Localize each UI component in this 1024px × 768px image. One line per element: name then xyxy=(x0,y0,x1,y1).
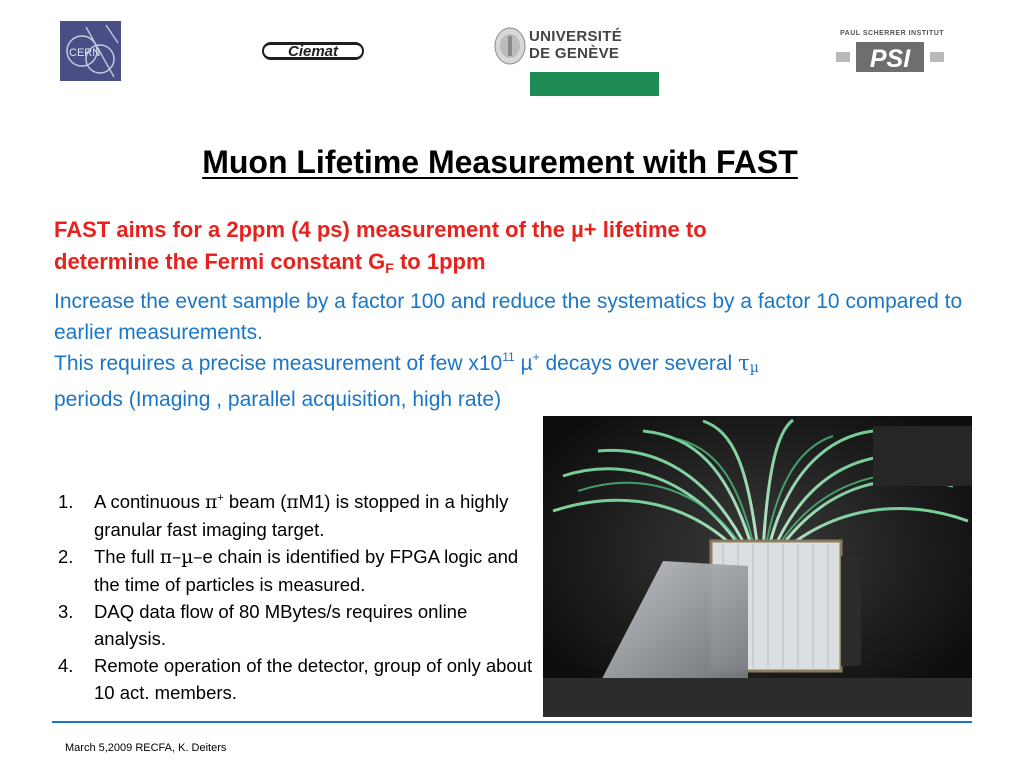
intro-p2-b: µ xyxy=(514,352,533,375)
unige-crest-icon xyxy=(493,26,527,66)
pi-symbol: π xyxy=(205,492,218,513)
psi-logo xyxy=(836,30,944,74)
list-item xyxy=(54,488,534,543)
cern-logo-text: CERN xyxy=(69,47,101,59)
ciemat-logo xyxy=(262,38,364,64)
intro-text xyxy=(54,286,964,415)
list-number: 3. xyxy=(58,601,74,622)
tau-subscript-mu: µ xyxy=(749,360,759,376)
step-1-c: M1) is stopped in a highly granular fast imaging target. xyxy=(94,491,509,540)
slide-title: Muon Lifetime Measurement with FAST xyxy=(202,144,798,180)
decay-chain: π–µ– xyxy=(159,547,203,568)
headline xyxy=(54,214,954,284)
unige-line-2: DE GENÈVE xyxy=(529,45,620,62)
ciemat-logo-text: Ciemat xyxy=(287,43,339,60)
list-number: 4. xyxy=(58,655,74,676)
unige-line-1: UNIVERSITÉ xyxy=(529,28,623,45)
list-number: 2. xyxy=(58,546,74,567)
headline-line-2 xyxy=(54,246,954,284)
step-2-a: The full xyxy=(94,546,160,567)
list-item xyxy=(54,543,534,598)
unige-logo xyxy=(493,24,663,96)
step-1-a: A continuous xyxy=(94,491,206,512)
footer-divider xyxy=(52,721,972,723)
pi-plus: + xyxy=(217,492,224,504)
list-item xyxy=(54,652,534,706)
steps-list xyxy=(54,488,534,706)
step-2-b: e chain is identified by FPGA logic and the time of particles is measured. xyxy=(94,546,519,595)
unige-green-bar xyxy=(530,72,659,96)
psi-mark: PSI xyxy=(869,45,911,73)
step-4-text: Remote operation of the detector, group of only about 10 act. members. xyxy=(94,655,533,703)
pi-symbol-2: π xyxy=(286,492,299,513)
intro-paragraph-2-cont: periods (Imaging , parallel acquisition, high rate) xyxy=(54,388,502,411)
intro-paragraph-2 xyxy=(54,348,964,384)
headline-line-2-suffix: to 1ppm xyxy=(393,249,486,274)
intro-p2-c: decays over several xyxy=(539,352,739,375)
detector-photo xyxy=(543,416,972,717)
list-number: 1. xyxy=(58,491,74,512)
cern-logo xyxy=(60,21,121,81)
list-item xyxy=(54,598,534,652)
headline-subscript: F xyxy=(385,260,394,276)
intro-paragraph-1: Increase the event sample by a factor 100 and reduce the systematics by a factor 10 compared to earlier measurements. xyxy=(54,290,963,344)
intro-p2-plus: + xyxy=(532,350,540,364)
psi-institute-label: PAUL SCHERRER INSTITUT xyxy=(840,30,945,37)
step-1-b: beam ( xyxy=(223,491,287,512)
headline-line-2-prefix: determine the Fermi constant G xyxy=(54,249,386,274)
step-3-text: DAQ data flow of 80 MBytes/s requires online analysis. xyxy=(94,601,468,649)
intro-p2-a: This requires a precise measurement of few x10 xyxy=(54,352,503,375)
footer-text: March 5,2009 RECFA, K. Deiters xyxy=(65,742,227,754)
intro-p2-exponent: 11 xyxy=(502,350,515,364)
unige-name xyxy=(529,28,622,62)
headline-line-1: FAST aims for a 2ppm (4 ps) measurement of the µ+ lifetime to xyxy=(54,217,707,242)
tau-symbol: τ xyxy=(738,351,750,375)
